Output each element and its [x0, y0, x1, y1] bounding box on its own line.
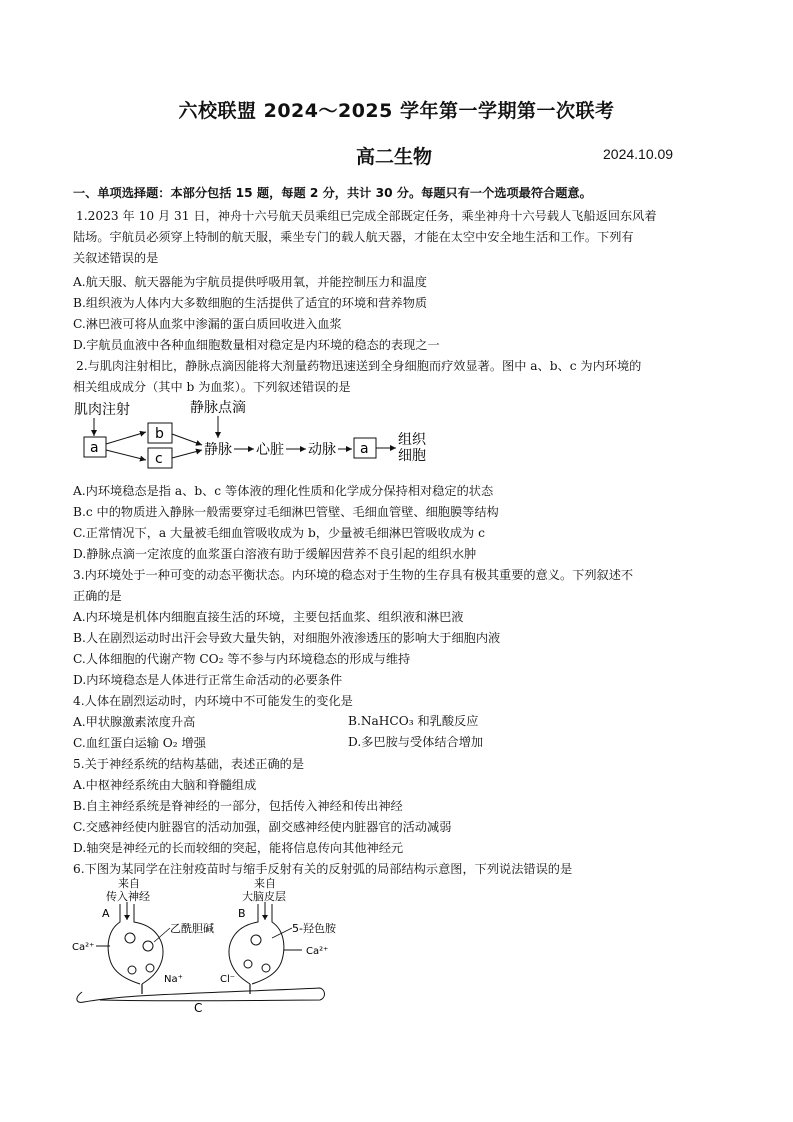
q1-stem-line3: 关叙述错误的是: [73, 251, 159, 265]
subject-title: 高二生物: [356, 146, 433, 168]
q6-stem: 6.下图为某同学在注射疫苗时与缩手反射有关的反射弧的局部结构示意图，下列说法错误的是: [73, 862, 573, 876]
vesicle-2: [143, 941, 153, 951]
q2-flow-diagram: [70, 396, 440, 468]
q5-option-a: A.中枢神经系统由大脑和脊髓组成: [73, 778, 257, 792]
vesicle-5: [251, 935, 261, 945]
heart-label: 心脏: [256, 442, 284, 458]
vesicle-1: [125, 933, 135, 943]
vesicle-7: [262, 964, 270, 972]
box-a-right-label: a: [360, 441, 369, 457]
ca-left-label: Ca²⁺: [72, 942, 95, 953]
from-label-left-2: 传入神经: [106, 890, 150, 903]
q1-stem-line2: 陆场。宇航员必须穿上特制的航天服，乘坐专门的载人航天器，才能在太空中安全地生活和工作。下列有: [73, 230, 634, 244]
q4-option-c: C.血红蛋白运输 O₂ 增强: [73, 736, 206, 750]
ach-label: 乙酰胆碱: [170, 922, 214, 935]
q2-option-b: B.c 中的物质进入静脉一般需要穿过毛细淋巴管壁、毛细血管壁、细胞膜等结构: [73, 505, 499, 519]
q2-option-d: D.静脉点滴一定浓度的血浆蛋白溶液有助于缓解因营养不良引起的组织水肿: [73, 547, 477, 561]
vesicle-4: [146, 964, 154, 972]
q1-stem-line1: 1.2023 年 10 月 31 日，神舟十六号航天员乘组已完成全部既定任务，乘坐神舟十六号载人飞船返回东风着: [76, 209, 657, 223]
tissue-label-1: 组织: [398, 432, 426, 448]
arrow-a-to-b: [106, 432, 146, 444]
arrow-c-to-vein: [172, 450, 202, 458]
section-heading: 一、单项选择题：本部分包括 15 题，每题 2 分，共计 30 分。每题只有一个选项最符合题意。: [73, 186, 592, 200]
muscle-injection-label: 肌肉注射: [74, 402, 130, 418]
box-c-label: c: [155, 451, 163, 467]
vein-label: 静脉: [204, 442, 232, 458]
serotonin-label: 5-羟色胺: [292, 922, 336, 935]
q1-option-d: D.宇航员血液中各种血细胞数量相对稳定是内环境的稳态的表现之一: [73, 338, 440, 352]
q2-stem-line1: 2.与肌肉注射相比，静脉点滴因能将大剂量药物迅速送到全身细胞而疗效显著。图中 a、b、c 为内环境的: [76, 359, 642, 373]
na-label: Na⁺: [164, 974, 183, 985]
cl-label: Cl⁻: [220, 974, 236, 985]
q5-option-b: B.自主神经系统是脊神经的一部分，包括传入神经和传出神经: [73, 799, 403, 813]
q2-option-c: C.正常情况下，a 大量被毛细血管吸收成为 b，少量被毛细淋巴管吸收成为 c: [73, 526, 485, 540]
q4-option-b: B.NaHCO₃ 和乳酸反应: [348, 714, 479, 728]
from-label-left-1: 来自: [118, 877, 140, 890]
q5-option-c: C.交感神经使内脏器官的活动加强，副交感神经使内脏器官的活动减弱: [73, 820, 452, 834]
q3-stem-line1: 3.内环境处于一种可变的动态平衡状态。内环境的稳态对于生物的生存具有极其重要的意义。下列叙述不: [73, 568, 634, 582]
exam-title: 六校联盟 2024～2025 学年第一学期第一次联考: [178, 100, 615, 122]
q5-option-d: D.轴突是神经元的长而较细的突起，能将信息传向其他神经元: [73, 841, 404, 855]
ach-pointer: [154, 928, 170, 942]
q1-option-c: C.淋巴液可将从血浆中渗漏的蛋白质回收进入血浆: [73, 317, 342, 331]
q4-stem: 4.人体在剧烈运动时，内环境中不可能发生的变化是: [73, 694, 353, 708]
arrow-a-to-c: [106, 450, 146, 460]
q2-stem-line2: 相关组成成分（其中 b 为血浆）。下列叙述错误的是: [73, 380, 351, 394]
artery-label: 动脉: [308, 442, 336, 458]
q2-option-a: A.内环境稳态是指 a、b、c 等体液的理化性质和化学成分保持相对稳定的状态: [73, 484, 494, 498]
exam-date: 2024.10.09: [603, 146, 674, 162]
from-label-right-1: 来自: [254, 877, 276, 890]
q1-option-a: A.航天服、航天器能为宇航员提供呼吸用氧，并能控制压力和温度: [73, 275, 427, 289]
q3-option-d: D.内环境稳态是人体进行正常生命活动的必要条件: [73, 673, 343, 687]
box-b-label: b: [155, 426, 164, 442]
vesicle-6: [244, 960, 252, 968]
box-a-left-label: a: [90, 440, 99, 456]
q3-stem-line2: 正确的是: [73, 589, 122, 603]
ca-right-label: Ca²⁺: [306, 946, 329, 957]
label-B: B: [238, 907, 246, 920]
from-label-right-2: 大脑皮层: [242, 890, 286, 903]
q6-synapse-diagram: [70, 876, 336, 1016]
q5-stem: 5.关于神经系统的结构基础，表述正确的是: [73, 757, 305, 771]
iv-drip-label: 静脉点滴: [190, 400, 246, 416]
vesicle-3: [128, 966, 136, 974]
label-A: A: [102, 907, 110, 920]
q4-option-d: D.多巴胺与受体结合增加: [348, 735, 484, 749]
arrow-b-to-vein: [172, 434, 202, 445]
q1-option-b: B.组织液为人体内大多数细胞的生活提供了适宜的环境和营养物质: [73, 296, 428, 310]
label-C: C: [194, 1001, 203, 1015]
q3-option-c: C.人体细胞的代谢产物 CO₂ 等不参与内环境稳态的形成与维持: [73, 652, 411, 666]
q3-option-a: A.内环境是机体内细胞直接生活的环境，主要包括血浆、组织液和淋巴液: [73, 610, 464, 624]
tissue-label-2: 细胞: [398, 448, 426, 464]
q4-option-a: A.甲状腺激素浓度升高: [73, 715, 196, 729]
q3-option-b: B.人在剧烈运动时出汗会导致大量失钠，对细胞外液渗透压的影响大于细胞内液: [73, 631, 501, 645]
